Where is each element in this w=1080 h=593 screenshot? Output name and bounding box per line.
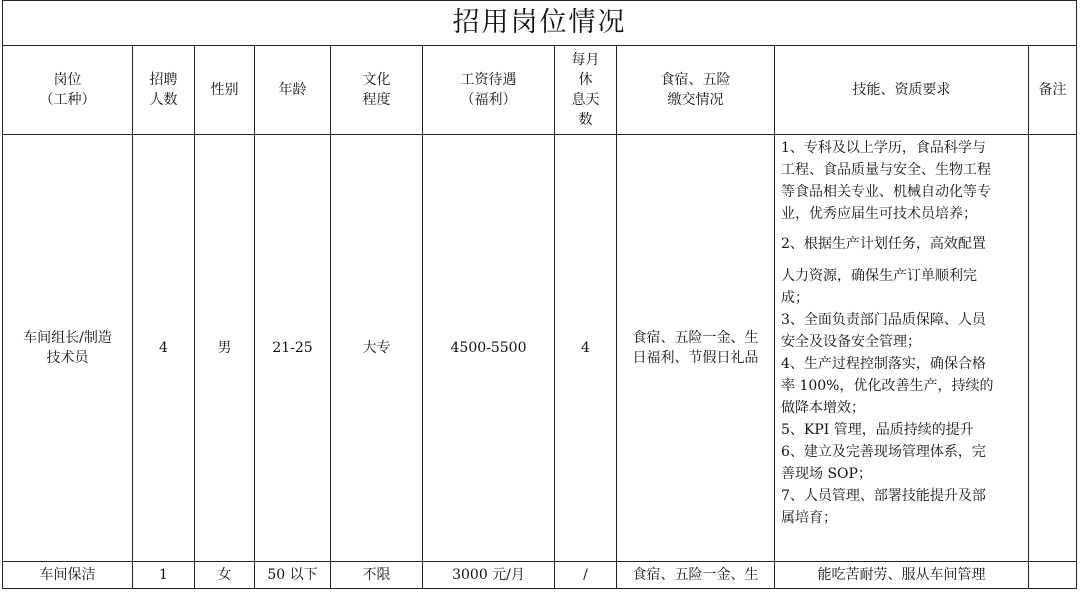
- header-salary: 工资待遇 （福利）: [423, 46, 555, 135]
- req-line: 3、全面负责部门品质保障、人员: [781, 312, 986, 328]
- cell-salary: 3000 元/月: [423, 562, 555, 589]
- cell-count: 4: [133, 135, 195, 562]
- req-line: 成；: [781, 290, 809, 306]
- header-requirements: 技能、资质要求: [775, 46, 1029, 135]
- cell-insurance: 食宿、五险一金、生: [617, 562, 775, 589]
- cell-age: 50 以下: [255, 562, 331, 589]
- req-line: 率 100%，优化改善生产，持续的: [781, 378, 994, 394]
- req-line: 安全及设备安全管理；: [781, 334, 921, 350]
- cell-age: 21-25: [255, 135, 331, 562]
- header-count: 招聘 人数: [133, 46, 195, 135]
- header-gender: 性别: [195, 46, 255, 135]
- req-line: 人力资源，确保生产订单顺利完: [781, 268, 977, 284]
- req-line: 善现场 SOP；: [781, 466, 872, 482]
- cell-requirements: [775, 135, 1029, 562]
- header-row: [3, 46, 1077, 135]
- req-line: 做降本增效；: [781, 400, 865, 416]
- req-line: 5、KPI 管理，品质持续的提升: [781, 422, 974, 438]
- cell-education: 大专: [331, 135, 423, 562]
- header-remarks: 备注: [1029, 46, 1077, 135]
- table-title: 招用岗位情况: [3, 1, 1077, 46]
- cell-gender: 男: [195, 135, 255, 562]
- cell-rest-days: 4: [555, 135, 617, 562]
- cell-insurance: 食宿、五险一金、生 日福利、节假日礼品: [617, 135, 775, 562]
- cell-position: 车间保洁: [3, 562, 133, 589]
- req-line: 4、生产过程控制落实，确保合格: [781, 356, 986, 372]
- req-line: 等食品相关专业、机械自动化等专: [781, 184, 991, 200]
- header-rest-days: 每月 休 息天 数: [555, 46, 617, 135]
- header-insurance: 食宿、五险 缴交情况: [617, 46, 775, 135]
- req-line: 6、建立及完善现场管理体系，完: [781, 444, 986, 460]
- job-table: [2, 0, 1077, 589]
- req-line: 属培育；: [781, 510, 837, 526]
- cell-position: 车间组长/制造 技术员: [3, 135, 133, 562]
- req-line: 工程、食品质量与安全、生物工程: [781, 162, 991, 178]
- req-line: 7、人员管理、部署技能提升及部: [781, 488, 986, 504]
- req-line: 业，优秀应届生可技术员培养；: [781, 206, 977, 222]
- cell-count: 1: [133, 562, 195, 589]
- cell-salary: 4500-5500: [423, 135, 555, 562]
- header-position: 岗位 （工种）: [3, 46, 133, 135]
- header-age: 年龄: [255, 46, 331, 135]
- req-line: 1、专科及以上学历，食品科学与: [781, 140, 986, 156]
- req-line: 2、根据生产计划任务，高效配置: [781, 236, 986, 252]
- cell-gender: 女: [195, 562, 255, 589]
- table-row: [3, 135, 1077, 562]
- header-education: 文化 程度: [331, 46, 423, 135]
- cell-remarks: [1029, 135, 1077, 562]
- cell-education: 不限: [331, 562, 423, 589]
- cell-remarks: [1029, 562, 1077, 589]
- cell-rest-days: /: [555, 562, 617, 589]
- table-row: [3, 562, 1077, 589]
- cell-requirements: 能吃苦耐劳、服从车间管理: [775, 562, 1029, 589]
